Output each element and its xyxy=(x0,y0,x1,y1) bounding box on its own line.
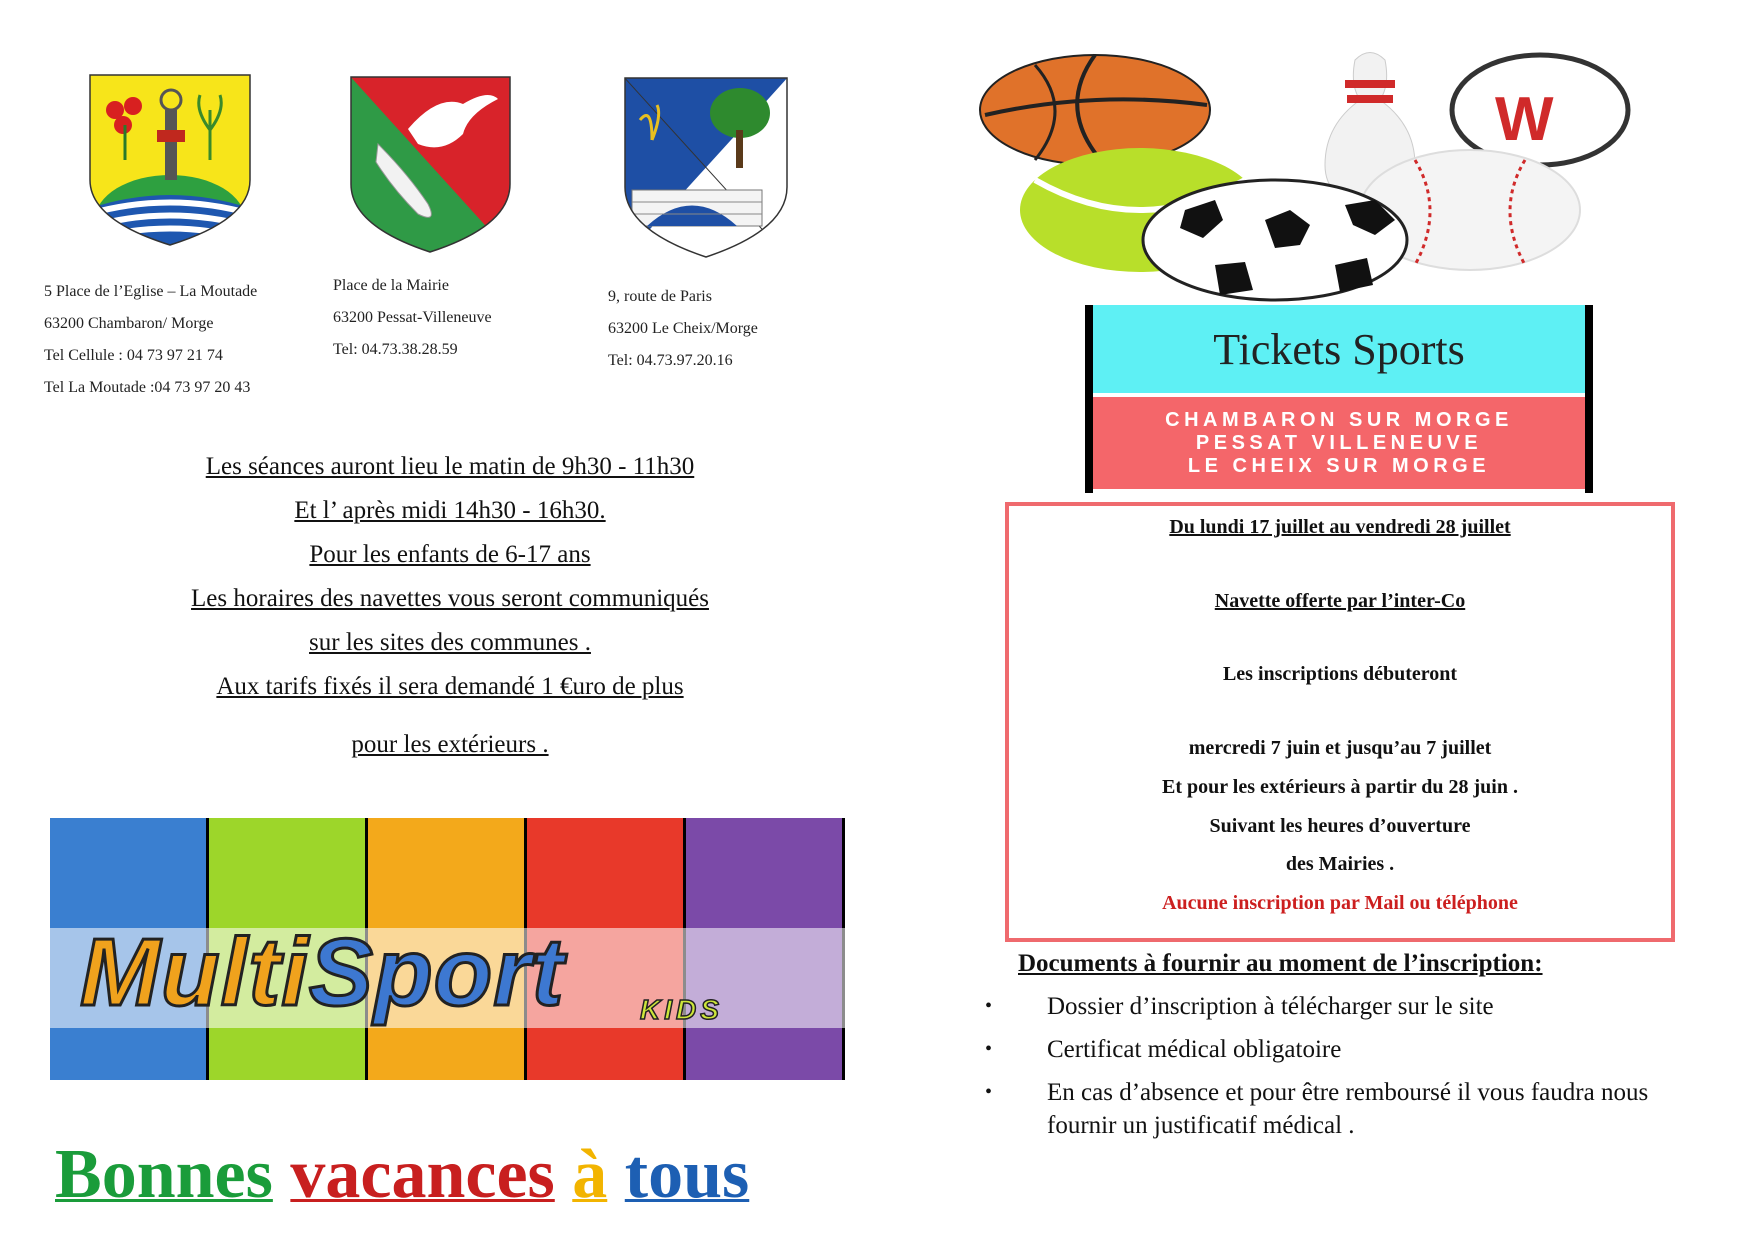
registration-info-box xyxy=(1005,502,1675,942)
svg-text:W: W xyxy=(1495,85,1554,154)
bullet-icon: • xyxy=(985,1038,993,1060)
list-item xyxy=(985,990,1685,1023)
schedule-line: pour les extérieurs . xyxy=(351,731,549,758)
title-main: Tickets Sports xyxy=(1093,305,1585,397)
document-item-text: Certificat médical obligatoire xyxy=(1047,1036,1342,1063)
address-line: Tel: 04.73.97.20.16 xyxy=(608,352,733,369)
town-name: PESSAT VILLENEUVE xyxy=(1195,431,1483,454)
signup-text: Les inscriptions débuteront xyxy=(1222,663,1458,685)
shuttle-text: Navette offerte par l’inter-Co xyxy=(1214,590,1466,612)
schedule-line: Les séances auront lieu le matin de 9h30 - 11h30 xyxy=(205,453,695,480)
multisport-logo xyxy=(80,918,565,1028)
title-towns xyxy=(1093,397,1585,489)
tickets-sports-title-block xyxy=(1085,305,1593,493)
schedule-line: Pour les enfants de 6-17 ans xyxy=(309,541,591,568)
address-line: 9, route de Paris xyxy=(608,288,712,305)
schedule-line: Aux tarifs fixés il sera demandé 1 €uro de plus xyxy=(216,673,684,700)
town-name: LE CHEIX SUR MORGE xyxy=(1187,454,1491,477)
documents-list xyxy=(985,990,1685,1152)
greeting-word: tous xyxy=(624,1136,750,1213)
address-chambaron xyxy=(44,276,257,404)
schedule-line: Et l’ après midi 14h30 - 16h30. xyxy=(294,497,606,524)
schedule-info xyxy=(60,445,840,767)
document-item-text: En cas d’absence et pour être remboursé il vous faudra nous fournir un justificatif médical . xyxy=(1047,1079,1649,1139)
list-item xyxy=(985,1076,1685,1142)
greeting-word: à xyxy=(572,1136,608,1213)
logo-kids: KIDS xyxy=(640,994,723,1025)
document-item-text: Dossier d’inscription à télécharger sur le site xyxy=(1047,993,1494,1020)
address-line: 63200 Chambaron/ Morge xyxy=(44,315,214,332)
chambaron-coat-of-arms xyxy=(85,70,255,250)
mairies-text: des Mairies . xyxy=(1285,853,1395,875)
bonnes-vacances-heading xyxy=(55,1135,749,1215)
schedule-line: Les horaires des navettes vous seront communiqués xyxy=(191,585,709,612)
address-line: Tel: 04.73.38.28.59 xyxy=(333,341,458,358)
logo-sport: Sport xyxy=(308,919,565,1026)
multisport-kids-banner xyxy=(50,818,845,1080)
address-line: Tel Cellule : 04 73 97 21 74 xyxy=(44,347,223,364)
cheix-coat-of-arms xyxy=(622,75,790,260)
bullet-icon: • xyxy=(985,1081,993,1103)
address-pessat xyxy=(333,270,492,366)
town-name: CHAMBARON SUR MORGE xyxy=(1165,408,1513,431)
greeting-word: Bonnes xyxy=(55,1136,273,1213)
address-line: Tel La Moutade :04 73 97 20 43 xyxy=(44,379,251,396)
logo-multi: Multi xyxy=(80,919,309,1026)
warning-text: Aucune inscription par Mail ou téléphone xyxy=(1162,892,1518,914)
sports-balls-image xyxy=(975,40,1635,310)
address-line: 63200 Pessat-Villeneuve xyxy=(333,309,492,326)
list-item xyxy=(985,1033,1685,1066)
external-text: Et pour les extérieurs à partir du 28 juin . xyxy=(1162,776,1518,798)
address-line: Place de la Mairie xyxy=(333,277,449,294)
address-cheix xyxy=(608,281,758,377)
bullet-icon: • xyxy=(985,995,993,1017)
period-text: mercredi 7 juin et jusqu’au 7 juillet xyxy=(1188,737,1492,759)
pessat-coat-of-arms xyxy=(348,74,513,256)
address-line: 5 Place de l’Eglise – La Moutade xyxy=(44,283,258,300)
dates-text: Du lundi 17 juillet au vendredi 28 juillet xyxy=(1169,516,1511,538)
greeting-word: vacances xyxy=(290,1136,555,1213)
address-line: 63200 Le Cheix/Morge xyxy=(608,320,758,337)
documents-title: Documents à fournir au moment de l’inscription: xyxy=(1018,950,1543,977)
schedule-line: sur les sites des communes . xyxy=(309,629,591,656)
hours-text: Suivant les heures d’ouverture xyxy=(1209,815,1471,837)
